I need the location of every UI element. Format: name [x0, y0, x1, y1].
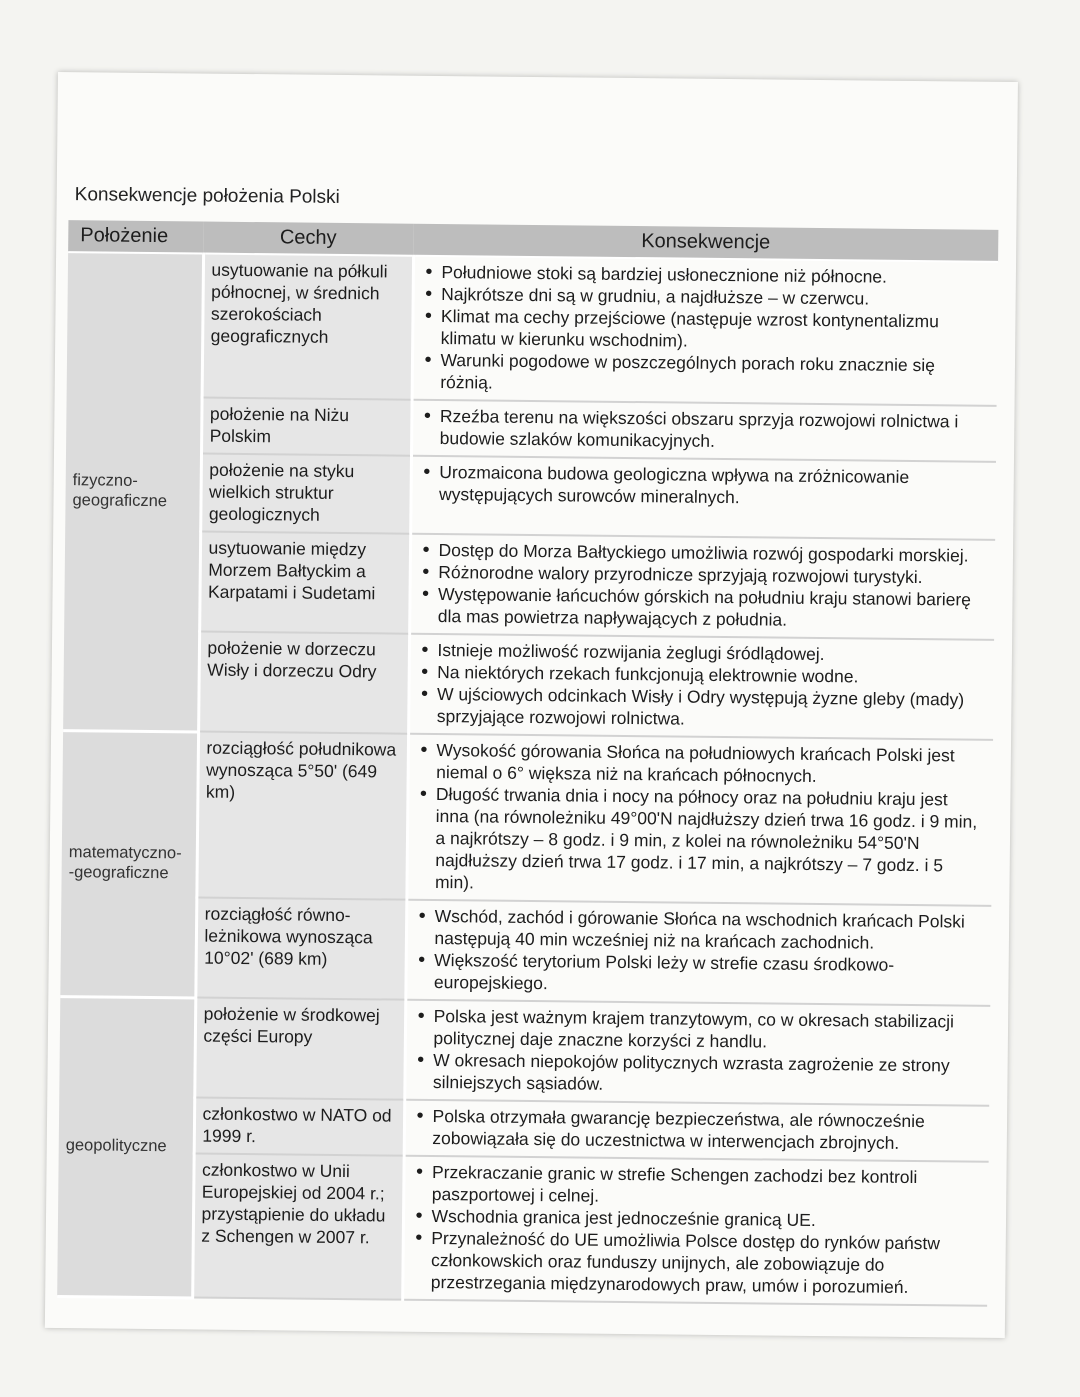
cecha-cell: położenie w środkowej części Europy — [194, 997, 405, 1099]
konsekwencje-cell — [411, 400, 997, 462]
header-cechy: Cechy — [203, 222, 413, 256]
konsekwencja-item: • Wysokość górowania Słońca na południowych krańcach Polski jest niemal o 6° większa niż na krańcach północnych. — [420, 739, 986, 789]
table-row — [65, 452, 996, 540]
konsekwencje-list — [414, 905, 984, 999]
konsekwencje-list — [420, 261, 991, 399]
konsekwencja-item: • Na niektórych rzekach funkcjonują elektrownie wodne. — [421, 661, 987, 689]
cecha-cell: usytuowanie na półkuli północnej, w średnich szerokościach geograficznych — [202, 254, 413, 400]
konsekwencje-list — [412, 1105, 982, 1155]
cecha-cell: rozciągłość równo-leżnikowa wynosząca 10°02' (689 km) — [195, 897, 406, 999]
konsekwencja-item: • Wschód, zachód i górowanie Słońca na wschodnich krańcach Polski następują 40 min wcześniej niż na krańcach zachodnich. — [418, 905, 984, 955]
konsekwencja-item: • Istnieje możliwość rozwijania żeglugi śródlądowej. — [421, 639, 987, 667]
cecha-cell: usytuowanie między Morzem Bałtyckim a Karpatami i Sudetami — [199, 532, 410, 634]
cecha-cell: rozciągłość południkowa wynosząca 5°50' (649 km) — [196, 732, 408, 900]
table-row — [61, 730, 993, 906]
konsekwencja-item: • Wschodnia granica jest jednocześnie granicą UE. — [415, 1205, 981, 1233]
cecha-cell: położenie na Niżu Polskim — [201, 398, 412, 456]
konsekwencja-item: • Większość terytorium Polski leży w strefie czasu środkowo-europejskiego. — [418, 949, 984, 999]
table-row — [57, 1152, 988, 1306]
table-row — [63, 630, 994, 740]
konsekwencja-item: • Polska otrzymała gwarancję bezpieczeństwa, ale równocześnie zobowiązała się do uczestnictwa w interwencjach zbrojnych. — [416, 1105, 982, 1155]
konsekwencje-cell — [408, 634, 994, 740]
document-page — [45, 72, 1018, 1338]
konsekwencja-item: • Południowe stoki są bardziej usłonecznione niż północne. — [425, 261, 991, 289]
konsekwencja-item: • Urozmaicona budowa geologiczna wpływa na zróżnicowanie występujących surowców mineralnych. — [423, 461, 989, 511]
konsekwencje-list — [411, 1161, 982, 1299]
table-row — [66, 396, 997, 462]
konsekwencje-cell — [405, 900, 991, 1006]
konsekwencje-list — [415, 739, 986, 899]
konsekwencje-cell — [409, 534, 995, 640]
konsekwencja-item: • Przekraczanie granic w strefie Schengen zachodzi bez kontroli paszportowej i celnej. — [416, 1161, 982, 1211]
konsekwencje-list — [413, 1005, 983, 1099]
table-row — [67, 252, 998, 406]
group-label-matematyczno: matematyczno- -geograficzne — [60, 730, 198, 997]
konsekwencja-item: • Najkrótsze dni są w grudniu, a najdłuższe – w czerwcu. — [425, 283, 991, 311]
header-konsekwencje: Konsekwencje — [413, 224, 998, 262]
group-label-fizyczno: fizyczno- geograficzne — [63, 252, 203, 731]
konsekwencja-item: • Długość trwania dnia i nocy na północy oraz na południu kraju jest inna (na równoleżniku 49°00'N najdłuższy dzień trwa 16 godz. i 9 min, a najkrótszy – 8 godz. i 9 min, z kolei na równoleżniku 54°50'N najdłuższy dzień trwa 17 godz. i 17 min, a najkrótszy – 7 godz. i 5 min). — [419, 783, 986, 899]
konsekwencje-cell — [406, 734, 993, 906]
konsekwencje-list — [418, 539, 988, 633]
konsekwencja-item: • W okresach niepokojów politycznych wzrasta zagrożenie ze strony silniejszych sąsiadów. — [417, 1049, 983, 1099]
konsekwencja-item: • Rzeźba terenu na większości obszaru sprzyja rozwojowi rolnictwa i budowie szlaków komunikacyjnych. — [424, 405, 990, 455]
group-label-geopolityczne: geopolityczne — [57, 996, 195, 1297]
konsekwencja-item: • Różnorodne walory przyrodnicze sprzyjają rozwojowi turystyki. — [422, 561, 988, 589]
table-row — [60, 896, 991, 1006]
table-row — [59, 996, 990, 1106]
konsekwencja-item: • Warunki pogodowe w poszczególnych porach roku znacznie się różnią. — [424, 349, 990, 399]
konsekwencja-item: • Występowanie łańcuchów górskich na południu kraju stanowi barierę dla mas powietrza napływających z południa. — [422, 583, 988, 633]
konsekwencja-item: • W ujściowych odcinkach Wisły i Odry występują żyzne gleby (mady) sprzyjające rozwojowi rolnictwa. — [421, 683, 987, 733]
konsekwencje-cell — [410, 456, 996, 540]
cecha-cell: położenie w dorzeczu Wisły i dorzeczu Odry — [198, 632, 409, 734]
cecha-cell: członkostwo w Unii Europejskiej od 2004 r.; przystąpienie do układu z Schengen w 2007 r. — [192, 1153, 403, 1299]
consequences-table — [57, 220, 998, 1307]
konsekwencje-cell — [412, 256, 998, 406]
konsekwencja-item: • Dostęp do Morza Bałtyckiego umożliwia rozwój gospodarki morskiej. — [422, 539, 988, 567]
konsekwencje-cell — [404, 1000, 990, 1106]
cecha-cell: członkostwo w NATO od 1999 r. — [194, 1097, 405, 1155]
table-row — [64, 530, 995, 640]
konsekwencja-item: • Przynależność do UE umożliwia Polsce dostęp do rynków państw członkowskich oraz funduszy unijnych, ale zobowiązuje do przestrzegania międzynarodowych praw, umów i porozumień. — [415, 1227, 981, 1299]
konsekwencje-list — [417, 639, 987, 733]
page-title: Konsekwencje położenia Polski — [74, 184, 340, 208]
konsekwencje-list — [420, 405, 990, 455]
konsekwencje-list — [419, 461, 989, 511]
konsekwencje-cell — [402, 1156, 988, 1306]
header-polozenie: Położenie — [68, 220, 203, 253]
konsekwencja-item: • Klimat ma cechy przejściowe (następuje wzrost kontynentalizmu klimatu w kierunku wschodnim). — [425, 305, 991, 355]
cecha-cell: położenie na styku wielkich struktur geologicznych — [200, 454, 411, 534]
konsekwencja-item: • Polska jest ważnym krajem tranzytowym, co w okresach stabilizacji politycznej daje znaczne korzyści z handlu. — [417, 1005, 983, 1055]
konsekwencje-cell — [404, 1100, 990, 1162]
table-row — [59, 1096, 990, 1162]
